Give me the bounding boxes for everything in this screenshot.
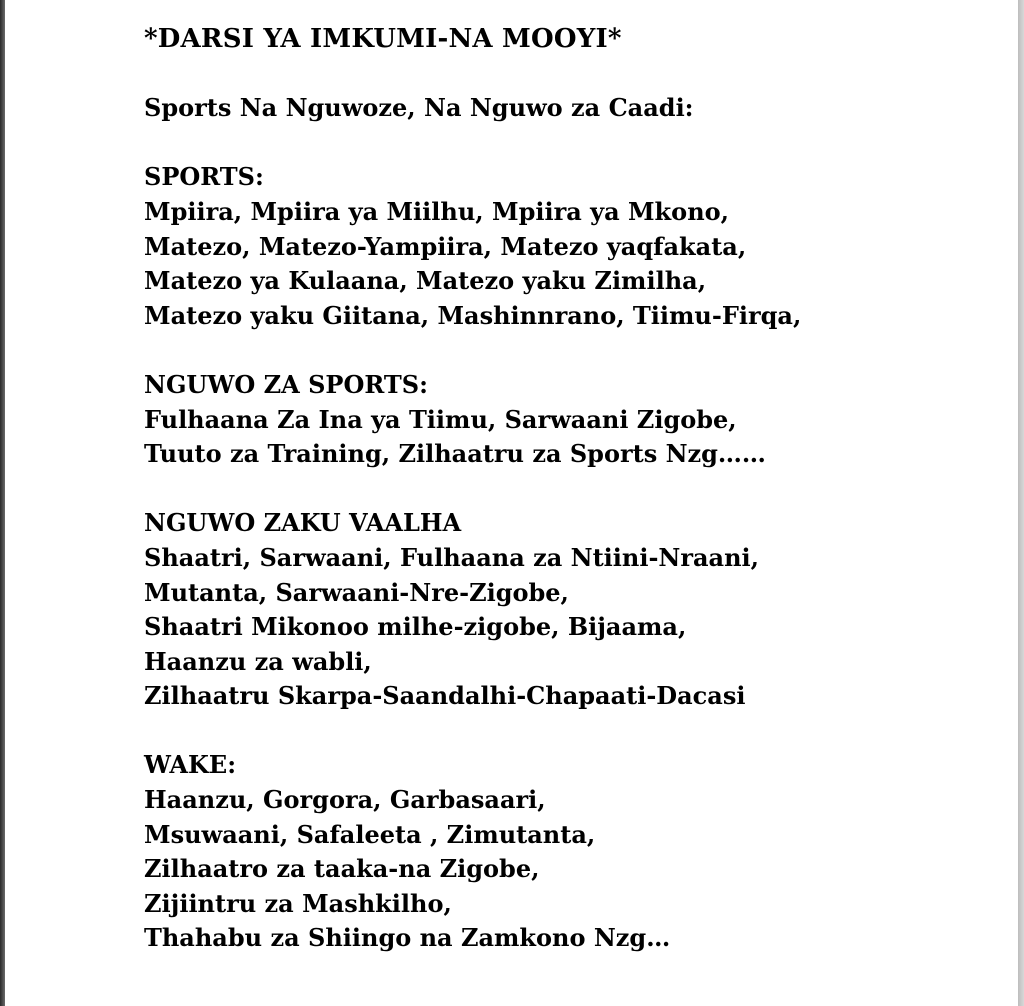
text-line: Zilhaatru Skarpa-Saandalhi-Chapaati-Dacasi (144, 681, 746, 711)
text-line: Matezo yaku Giitana, Mashinnrano, Tiimu-Firqa, (144, 300, 802, 330)
document-subtitle: Sports Na Nguwoze, Na Nguwo za Caadi: (144, 93, 694, 123)
text-line: Shaatri, Sarwaani, Fulhaana za Ntiini-Nraani, (144, 542, 760, 572)
section-wake (144, 748, 1004, 956)
window-left-edge (0, 0, 5, 1006)
text-line: Zijiintru za Mashkilho, (144, 888, 452, 918)
section-heading: SPORTS: (144, 162, 264, 192)
text-line: Mpiira, Mpiira ya Miilhu, Mpiira ya Mkono, (144, 196, 729, 226)
section-heading: WAKE: (144, 750, 237, 780)
text-line: Haanzu za wabli, (144, 646, 372, 676)
text-line: Msuwaani, Safaleeta , Zimutanta, (144, 819, 596, 849)
text-line: Matezo, Matezo-Yampiira, Matezo yaqfakata, (144, 231, 747, 261)
section-sports (144, 160, 1004, 333)
text-line: Matezo ya Kulaana, Matezo yaku Zimilha, (144, 266, 707, 296)
document-title: *DARSI YA IMKUMI-NA MOOYI* (144, 24, 622, 54)
scrollbar-track[interactable] (1018, 0, 1024, 1006)
text-line: Haanzu, Gorgora, Garbasaari, (144, 785, 546, 815)
text-line: Tuuto za Training, Zilhaatru za Sports Nzg…… (144, 439, 766, 469)
section-nguwo-za-sports (144, 368, 1004, 472)
text-line: Thahabu za Shiingo na Zamkono Nzg… (144, 923, 671, 953)
document-page (144, 22, 1004, 956)
text-line: Zilhaatro za taaka-na Zigobe, (144, 854, 540, 884)
section-heading: NGUWO ZAKU VAALHA (144, 508, 462, 538)
text-line: Fulhaana Za Ina ya Tiimu, Sarwaani Zigobe, (144, 404, 737, 434)
text-line: Shaatri Mikonoo milhe-zigobe, Bijaama, (144, 612, 687, 642)
text-line: Mutanta, Sarwaani-Nre-Zigobe, (144, 577, 569, 607)
section-heading: NGUWO ZA SPORTS: (144, 369, 428, 399)
section-nguwo-zaku-vaalha (144, 506, 1004, 714)
